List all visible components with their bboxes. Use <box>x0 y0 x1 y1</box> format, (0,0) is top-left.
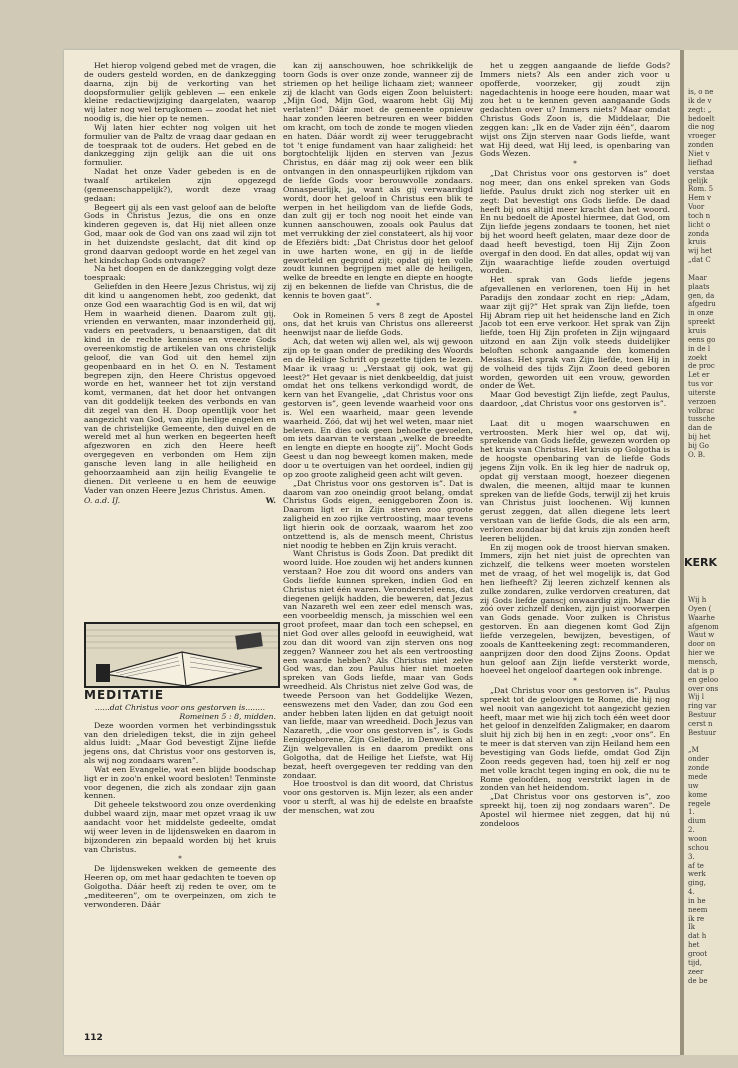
right-page-line: mede <box>688 773 708 781</box>
right-page-line: hier we <box>688 649 715 658</box>
paragraph: „Dat Christus voor ons gestorven is”. Dat is daarom van zoo oneindig groot belang, omdat Christus Gods eigen, eeniggeboren Zoon is. Daarom ligt er in Zijn sterven zoo groote zaligheid en zoo rijke vertroosting, maar tevens ligt hierin ook de oorzaak, waarom het zoo ontzettend is, als de mensch meent, Christus niet noodig te hebben en Zijn kruis veracht. <box>283 478 473 550</box>
right-page-line: Rom. 5 <box>688 185 714 194</box>
section-divider: * <box>573 677 577 686</box>
right-page-line: liefhad <box>688 158 713 167</box>
right-page-line: cerst n <box>688 719 713 728</box>
right-page-line: woon <box>688 834 707 843</box>
open-bible-icon <box>86 624 278 686</box>
signature-left: O. a.d. IJ. <box>84 496 121 506</box>
right-page-line: verstaa <box>688 167 715 176</box>
kerk-heading: KERK <box>684 556 718 569</box>
right-page-line: dat h <box>688 932 707 941</box>
paragraph: Geliefden in den Heere Jezus Christus, wij zij dit kind u aangenomen hebt, zoo gedenkt, dat onze God een waarachtig God is en wil, dat wij Hem in waarheid dienen. Daarom zult gij, vrienden en verwanten, maar inzonderheid gij, vaders en peetvaders, u benaarstigen, dat dit kind in de rechte kennisse en vreeze Gods overeenkomstig de artikelen van ons christelijk geloof, die van God uit den hemel zijn geopenbaard en in het O. en N. Testament begrepen zijn, den Heere Christus opgevoed worde en het, wanneer het tot zijn verstand komt, vermanen, dat het door het ontvangen van dit goddelijk teeken des verbonds en van dit zegel van den H. Doop opentlijk voor het aangezicht van God, van zijn heilige engelen en van de christelijke Gemeente, den duivel en de wereld met al hun werken en begeerten heeft afgezworen en zich den Heere heeft overgegeven en verbonden om Hem zijn gansche leven lang in alle heiligheid en gehoorzaamheid aan zijn heilig Evangelie te dienen. Dit verleene u en hem de eeuwige Vader van onzen Heere Jezus Christus. Amen. <box>84 282 276 495</box>
paragraph: Het hierop volgend gebed met de vragen, die de ouders gesteld worden, en de dankzegging daarna, zijn bij de verkorting van het doopsformulier gelijk gebleven — een enkele kleine redactiewijziging daargelaten, waarop wij later nog wel terugkomen — zoodat het niet noodig is, die hier op te nemen. <box>84 61 276 124</box>
right-page-line: bij het <box>688 433 711 442</box>
paragraph: Hoe troostvol is dan dit woord, dat Christus voor ons gestorven is. Mijn lezer, als een ander voor u sterft, al was hij de edelste en braafste der menschen, wat zou <box>283 779 473 815</box>
right-page-line: „M <box>688 746 699 755</box>
right-page-line: zonde <box>688 764 710 773</box>
right-page-line: het <box>688 941 700 950</box>
right-page-line: dat is p <box>688 666 715 675</box>
paragraph: het u zeggen aangaande de liefde Gods? Immers niets? Als een ander zich voor u opofferde, voorzeker, gij zoudt zijn nagedachtenis in hooge eere houden, maar wat zou het u te kennen geven aangaande Gods gedachten over u? Immers niets? Maar omdat Christus Gods Zoon is, die Middelaar, Die zeggen kan: „Ik en de Vader zijn één”, daarom wijst ons Zijn sterven naar Gods liefde, want wat Hij deed, wat Hij leed, is openbaring van Gods Wezen. <box>480 61 670 159</box>
right-page-line: kruis <box>688 326 706 335</box>
right-page-line: in onze <box>688 309 714 318</box>
right-page-line: Voor <box>688 203 705 212</box>
section-divider: * <box>573 160 577 169</box>
right-page-line: Bestuur <box>688 728 717 737</box>
paragraph: Nadat het onze Vader gebeden is en de twaalf artikelen zijn opgezegd (gemeenschappelijk?), wordt deze vraag gedaan: <box>84 167 276 203</box>
right-page-line: schou <box>688 843 709 852</box>
right-page-line: wij het <box>688 247 713 256</box>
paragraph: Want Christus is Gods Zoon. Dat predikt dit woord luide. Hoe zouden wij het anders kunnen verstaan? Hoe zou dit woord ons anders van Gods liefde kunnen spreken, indien God en Christus niet één waren. Veronderstel eens, dat diegenen gelijk hadden, die beweren, dat Jezus van Nazareth wel een zeer edel mensch was, een voorbeeldig mensch, ja misschien wel een groot profeet, maar dan toch een schepsel, en niet God over alles geloofd in eeuwigheid, wat zou dan dit woord van zijn sterven ons nog zeggen? Wanneer zou het als een vertroosting een waarde hebben? Als Christus niet zelve God was, dan zou Paulus hier niet moeten spreken van Gods liefde, maar van Gods wreedheid. Als Christus niet zelve God was, de tweede Persoon van het Goddelijke Wezen, eenswezens met den Vader, dan zou God een ander hebben laten lijden en dat getuigt nooit van liefde, maar van wreedheid. Doch Jezus van Nazareth, „die voor ons gestorven is”, is Gods Eeniggeborene, Zijn Geliefde, in Denwelken al Zijn welgevallen is en daarom predikt ons Golgotha, dat de Heilige het Liefste, wat Hij bezat, heeft overgegeven ter redding van den zondaar. <box>283 549 473 780</box>
right-page-line: ik de v <box>688 96 712 105</box>
paragraph: Maar God bevestigt Zijn liefde, zegt Paulus, daardoor, „dat Christus voor ons gestorven is”. <box>480 390 670 409</box>
right-page-line: zonden <box>688 141 714 150</box>
right-page-line: toch n <box>688 211 711 220</box>
right-page-line: in de l <box>688 344 711 353</box>
right-page-line: neem <box>688 905 708 914</box>
right-page-line: de be <box>688 976 708 985</box>
right-page-line: over ons <box>688 684 719 693</box>
right-page-line: tus vor <box>688 380 713 389</box>
right-page-line: Wij l <box>688 693 704 702</box>
right-page-line: dan de <box>688 424 713 433</box>
right-page-line: zegt: „ <box>688 105 712 114</box>
paragraph: Deze woorden vormen het verbindingsstuk van den drieledigen tekst, die in zijn geheel aldus luidt: „Maar God bevestigt Zijne liefde jegens ons, dat Christus voor ons gestorven is, als wij nog zondaars waren”. <box>84 720 276 766</box>
meditatie-quote-source: Romeinen 5 : 8, midden. <box>179 711 276 721</box>
section-divider: * <box>178 855 182 864</box>
right-page-line: tussche <box>688 415 716 424</box>
right-page-line: eens go <box>688 335 716 344</box>
right-page-line: 1. <box>688 808 695 817</box>
right-page-line: plaats <box>688 282 710 291</box>
right-page-line: uiterste <box>688 388 716 397</box>
paragraph: „Dat Christus voor ons gestorven is”, zoo spreekt hij, toen zij nog zondaars waren”. De Apostel wil hiermee niet zeggen, dat hij nú zondeloos <box>480 792 670 828</box>
paragraph: En zij mogen ook de troost hiervan smaken. Immers, zijn het niet juist de oprechten van zichzelf, die telkens weer moeten worstelen met de vraag, of het wel mogelijk is, dat God hen liefheeft? Zij leeren zichzelf kennen als zulke zondaren, zulke verdorven creaturen, dat zij Gods liefde ganscj onwaardig zijn. Maar die zóó over zichzelf denken, zijn juist voorwerpen van Gods genade. Voor zulken is Christus gestorven. En aan diegenen komt God Zijn liefde verzegelen, bewijzen, bevestigen, of zooals de Kantteekening zegt: recommanderen, aanprijzen door den dood Zijns Zoons. Opdat hun geloof aan Zijn liefde versterkt worde, hoeveel het ongeloof daartegen ook inbrenge. <box>480 542 670 676</box>
right-page-line: Hem v <box>688 194 712 203</box>
right-page-line: Wij h <box>688 596 707 604</box>
right-page-line: Maar <box>688 273 707 282</box>
signature <box>84 497 276 506</box>
right-page-line: volbrac <box>688 406 715 415</box>
right-page-line: vroeger <box>688 132 716 141</box>
right-page-line: dium <box>688 817 706 826</box>
column-2 <box>283 62 473 816</box>
meditatie-quote: ......dat Christus voor ons gestorven is........ <box>94 703 266 712</box>
right-page-line: uw <box>688 781 699 790</box>
right-page-line: werk <box>688 870 706 879</box>
right-page-line: af te <box>688 861 704 870</box>
right-page-line: Waut w <box>688 631 715 640</box>
section-divider: * <box>573 409 577 418</box>
right-page-line: verzoen <box>688 397 716 406</box>
right-page-line: kruis <box>688 238 706 247</box>
paragraph: De lijdensweken wekken de gemeente des Heeren op, om met haar gedachten te toeven op Golgotha. Dáár heeft zij reden te over, om te „mediteeren”, om te overpeinzen, om zich te verwonderen. Dáár <box>84 864 276 909</box>
meditatie-illustration <box>84 622 280 688</box>
right-page-line: ik re <box>688 914 705 923</box>
paragraph: Laat dit u mogen waarschuwen en vertroosten. Merk hier wel op, dat wij, sprekende van Gods liefde, gewezen worden op het kruis van Christus. Het kruis op Golgotha is de hoogste openbaring van de liefde Gods jegens Zijn volk. En ik leg hier de nadruk op, opdat gij verstaan moogt, hoezeer diegenen dwalen, die meenen, altijd maar te kunnen spreken van de liefde Gods, terwijl zij het kruis van Christus juist loochenen. Wij kunnen gerust zeggen, dat allen diegene lets leert verstaan van de liefde Gods, die als een arm, verloren zondaar bij dat kruis zijn zonden heeft leeren belijden. <box>480 418 670 543</box>
right-page-line: 2. <box>688 826 695 835</box>
right-page-line: bedoelt <box>688 114 715 123</box>
right-page-line: regele <box>688 799 711 808</box>
paragraph: Wij laten hier echter nog volgen uit het formulier van de Paltz de vraag daar gedaan en de toespraak tot de ouders. Het gebed en de dankzegging zijn gelijk aan die uit ons formulier. <box>84 122 276 168</box>
right-page-line: die nog <box>688 123 715 132</box>
right-page-line: zoekt <box>688 353 708 362</box>
paragraph: Begeert gij als een vast geloof aan de belofte Gods in Christus Jezus, die ons en onze kinderen gegeven is, dat Hij niet alleen onze God, maar ook de God van ons zaad wil zijn tot in het duizendste geslacht, dat dit kind op grond daarvan gedoopt worde en het zegel van het kindschap Gods ontvange? <box>84 202 276 265</box>
right-page-line: Waarhe <box>688 613 715 622</box>
right-page-line: bij Go <box>688 442 709 450</box>
section-divider: * <box>376 301 380 310</box>
paragraph: Ach, dat weten wij allen wel, als wij gewoon zijn op te gaan onder de prediking des Woords en de Heilige Schrift op gezette tijden te lezen. Maar ik vraag u: „Verstaat gij ook, wat gij leest?” Het gevaar is niet denkbeeldig, dat juist omdat het ons telkens verkondigd wordt, de kern van het Evangelie, „dat Christus voor ons gestorven is”, geen levende waarheid voor ons is. Wel een waarheid, maar geen levende waarheid. Zóó, dat wij het wel weten, maar niet beleven. En dies ook geen behoefte gevoelen, om iets daarvan te verstaan „welke de breedte en lengte en diepte en hoogte zij”. Mocht Gods Geest u dan nog beweegt komen maken, mede door u te overtuigen van het oordeel, indien gij op zoo groote zaligheid geen acht wilt geven. <box>283 337 473 479</box>
right-page-line: afgenom <box>688 622 719 631</box>
paragraph: kan zij aanschouwen, hoe schrikkelijk de toorn Gods is over onze zonde, wanneer zij de striemen op het heilige lichaam ziet; wanneer zij de klacht van Gods eigen Zoon beluistert: „Mijn God, Mijn God, waarom hebt Gij Mij verlaten!” Dáár moet de gemeente opnieuw haar zonden leeren betreuren en weer bidden om kracht, om toch de zonde te mogen vlieden en haten. Dáár wordt zij weer teruggebracht tot 't enige fundament van haar zaligheid: het borgtochtelijk lijden en sterven van Jezus Christus, en dáár mag zij ook weer een blik ontvangen in den onnaspeurlijken rijkdom van de liefde Gods voor berouwvolle zondaars. Onnaspeurlijk, ja, want als gij verwaardigd wordt, door het geloof in Christus een blik te werpen in het heiligdom van de liefde Gods, dan zult gij er toch nog nooit het einde van kunnen aanschouwen, zooals ook Paulus dat met verrukking der ziel constateert, als hij voor de Efeziërs bidt: „Dat Christus door het geloof in uwe harten wone, en gij in de liefde geworteld en gegrond zijt; opdat gij ten volle zoudt kunnen begrijpen met alle de heiligen, welke de breedte en lengte en diepte en hoogte zij en bekennen de liefde van Christus, die de kennis te boven gaat”. <box>283 61 473 300</box>
right-page-line: 3. <box>688 852 695 861</box>
right-page-line: gelijk <box>688 176 708 185</box>
right-page-line: Niet v <box>688 149 710 158</box>
right-page-line: zonda <box>688 229 710 238</box>
right-page-line: de proc <box>688 362 715 371</box>
right-page-line: 4. <box>688 888 695 897</box>
signature-right: W. <box>265 496 276 506</box>
column-1 <box>84 62 276 506</box>
right-page-line: en geloo <box>688 675 719 684</box>
meditatie-title: MEDITATIE <box>84 688 165 702</box>
right-page-line: onder <box>688 755 709 764</box>
right-page-line: Let er <box>688 371 710 380</box>
right-page-line: Ik <box>688 923 696 932</box>
right-page-line: groot <box>688 950 708 958</box>
right-page-line: kome <box>688 790 708 799</box>
right-page-line: zeer <box>688 967 704 976</box>
right-page-line: tijd, <box>688 958 702 967</box>
right-page-line: Bestuur <box>688 711 717 720</box>
paragraph: Wat een Evangelie, wat een blijde boodschap ligt er in zoo'n enkel woord besloten! Tenminste voor degenen, die zich als zondaar zijn gaan kennen. <box>84 764 276 801</box>
right-page-line: O. B. <box>688 450 706 459</box>
right-page-line: door on <box>688 640 716 649</box>
page-number: 112 <box>84 1033 103 1043</box>
right-page-line: gen, da <box>688 291 715 300</box>
right-page-line: licht o <box>688 220 711 229</box>
right-page-line: mensch, <box>688 657 718 666</box>
paragraph: Het sprak van Gods liefde jegens afgevallenen en verlorenen, toen Hij in het Paradijs den zondaar zocht en riep: „Adam, waar zijt gij?” Het sprak van Zijn liefde, toen Hij Abram riep uit het heidensche land en Zich Jacob tot een erve verkoor. Het sprak van Zijn liefde, toen Hij Zijn profeten in Zijn wijngaard uitzond en aan Zijn volk steeds duidelijker beloften schonk aangaande den komenden Messias. Het sprak van Zijn liefde, toen Hij in de volheid des tijds Zijn Zoon deed geboren worden, geworden uit een vrouw, geworden onder de Wet. <box>480 275 670 391</box>
paragraph: „Dat Christus voor ons gestorven is” doet nog meer, dan ons enkel spreken van Gods liefde. Paulus drukt zich nog sterker uit en zegt: Dat bevestigt ons Gods liefde. De daad heeft bij ons altijd meer kracht dan het woord. En nu bedoelt de Apostel hiermee, dat God, om Zijn liefde jegens zondaars te toonen, het niet bij het woord heeft gelaten, maar deze door de daad heeft bevestigd, toen Hij Zijn Zoon overgaf in den dood. En dat alles, opdat wij van Zijn waarachtige liefde zouden overtuigd worden. <box>480 169 670 276</box>
right-page-line: „dat C <box>688 256 711 265</box>
right-page-line: ring var <box>688 702 717 711</box>
right-page-line: spreekt <box>688 318 715 327</box>
paragraph: Dit geheele tekstwoord zou onze overdenking dubbel waard zijn, maar met opzet vraag ik uw aandacht voor het middelste gedeelte, omdat wij weer leven in de lijdensweken en daarom in bijzonderen zin bepaald worden bij het kruis van Christus. <box>84 800 276 854</box>
right-page-line: in he <box>688 896 706 905</box>
right-page-line: is, o ne <box>688 88 714 96</box>
column-3 <box>480 62 670 829</box>
paragraph: „Dat Christus voor ons gestorven is”. Paulus spreekt tot de geloovigen te Rome, die hij nog wel nooit van aangezicht tot aangezicht gezien heeft, maar met wie hij zich toch één weet door het geloof in denzelfden Zaligmaker, en daarom sluit hij zich bij hen in en zegt: „voor ons”. En te meer is dat sterven van zijn Heiland hem een bevestiging van Gods liefde, omdat God Zijn Zoon reeds gegeven had, toen hij zelf er nog met volle kracht tegen inging en ook, die nu te Rome geloofden, nog verstrikt lagen in de zonden van het heidendom. <box>480 686 670 793</box>
paragraph: Na het doopen en de dankzegging volgt deze toespraak: <box>84 264 276 283</box>
meditatie-body <box>84 704 276 909</box>
paragraph: Ook in Romeinen 5 vers 8 zegt de Apostel ons, dat het kruis van Christus ons allereerst heenwijst naar de liefde Gods. <box>283 310 473 338</box>
right-page-line: afgedru <box>688 300 716 309</box>
right-page-line: ging, <box>688 879 706 888</box>
right-page-line: Oyen ( <box>688 604 712 613</box>
